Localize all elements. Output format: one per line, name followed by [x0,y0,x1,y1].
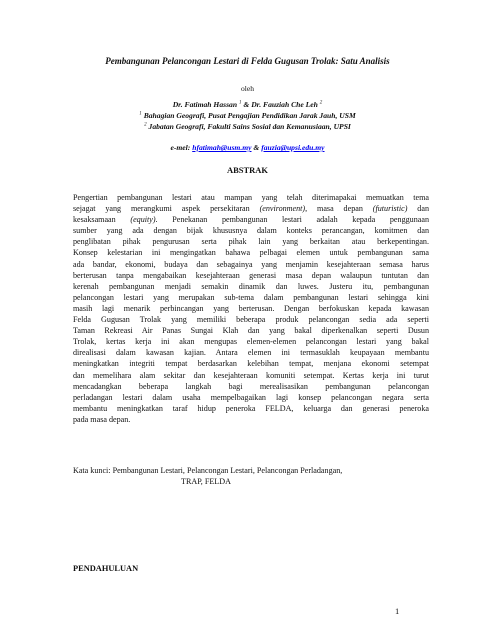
abstract-line: membantu meningkatkan taraf hidup peneroka FELDA, keluarga dan generasi peneroka [73,403,429,413]
authors-ampersand: & [243,100,250,109]
keywords-line-1: Pembangunan Lestari, Pelancongan Lestari, Pelancongan Perladangan, [112,466,343,475]
abstract-line: dan memelihara alam sekitar dan kesejahteraan komuniti setempat. Kertas kerja ini turut [73,370,429,380]
affiliation-1-text: Bahagian Geografi, Pusat Pengajian Pendidikan Jarak Jauh, USM [143,111,356,120]
abstract-line: Trolak, kertas kerja ini akan mengupas elemen-elemen pelancongan lestari yang bakal [73,337,429,347]
abstract-line: pada masa depan. [73,414,131,424]
section-heading-pendahuluan: PENDAHULUAN [73,564,139,573]
email-line [0,143,495,152]
affiliation-1-sup: 1 [139,111,142,117]
affiliation-2-text: Jabatan Geografi, Fakulti Sains Sosial dan Kemanusiaan, UPSI [148,122,351,131]
paper-title: Pembangunan Pelancongan Lestari di Felda Gugusan Trolak: Satu Analisis [105,56,390,66]
abstract-line: kesaksamaan (equity). Penekanan pembangunan lestari adalah kepada penggunaan [73,215,429,225]
author-2-name: Dr. Fauziah Che Leh [251,100,318,109]
author-1-name: Dr. Fatimah Hassan [172,100,238,109]
abstract-line: Taman Rekreasi Air Panas Sungai Klah dan yang bakal diperkenalkan seperti Dusun [73,326,429,336]
email-prefix: e-mel: [170,143,191,152]
abstract-line: mencadangkan beberapa langkah bagi merealisasikan pembangunan pelancongan [73,381,429,391]
email-link-1[interactable]: hfatimah@usm.my [192,143,252,152]
abstract-line: direalisasi dalam kawasan kajian. Antara elemen ini termasuklah keupayaan membantu [73,348,429,358]
author-1-sup: 1 [238,100,242,106]
authors-line [0,100,495,109]
abstract-line: meningkatkan integriti tempat berdasarkan kelebihan tempat, menjana ekonomi setempat [73,359,429,369]
abstract-body [73,192,429,425]
affiliation-1 [0,111,495,120]
abstract-line: sejagat yang merangkumi aspek persekitaran (environment), masa depan (futuristic) dan [73,204,429,214]
page-number: 1 [395,606,400,616]
abstract-line: Konsep kelestarian ini mengingatkan bahawa pelbagai elemen untuk pembangunan sama [73,248,429,258]
author-2-sup: 2 [319,100,323,106]
email-link-2[interactable]: fauzia@upsi.edu.my [261,143,325,152]
abstract-line: pelancongan lestari yang merupakan sub-tema dalam pembangunan lestari sehingga kini [73,292,429,302]
abstract-heading: ABSTRAK [226,165,269,175]
abstract-line: sumber yang ada dengan bijak khususnya dalam konteks perancangan, komitmen dan [73,226,429,236]
affiliation-2-sup: 2 [144,122,147,128]
abstract-line: ada bandar, ekonomi, budaya dan sebagainya yang menjamin kesejahteraan semasa harus [73,259,429,269]
affiliation-2 [0,122,495,131]
abstract-line: penglibatan pihak pengurusan serta pihak lain yang berkaitan atau berkepentingan. [73,237,429,247]
abstract-line: Felda Gugusan Trolak yang memiliki beberapa produk pelancongan sedia ada seperti [73,315,429,325]
abstract-line: kerenah pembangunan menjadi semakin dinamik dan luwes. Justeru itu, pembangunan [73,281,429,291]
email-ampersand: & [253,143,260,152]
keywords-block [73,465,433,487]
byline-oleh: oleh [241,84,254,93]
abstract-line: Pengertian pembangunan lestari atau mampan yang telah diterimapakai memuatkan tema [73,193,429,202]
abstract-line: perladangan lestari dalam usaha mempelbagaikan lagi konsep pelancongan negara serta [73,392,429,402]
keywords-line-2: TRAP, FELDA [181,477,231,486]
keywords-label: Kata kunci: [73,466,111,475]
abstract-line: berterusan tanpa mengabaikan kesejahteraan generasi masa depan walaupun tuntutan dan [73,270,429,280]
abstract-line: masih lagi menarik perbincangan yang berterusan. Dengan berfokuskan kepada kawasan [73,303,429,313]
